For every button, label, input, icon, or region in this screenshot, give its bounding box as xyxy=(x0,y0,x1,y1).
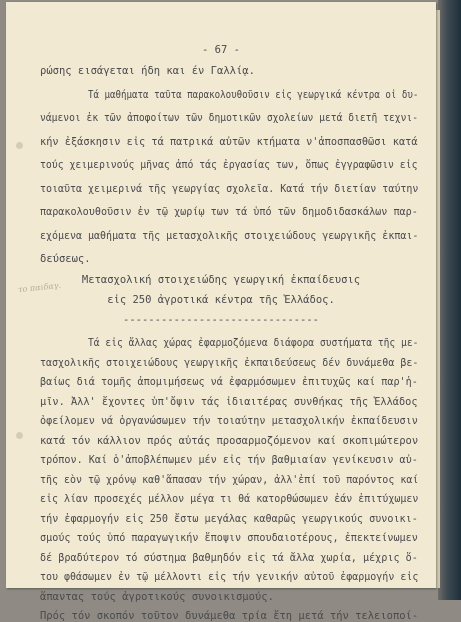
text-line: τοιαῦτα χειμερινά τῆς γεωργίας σχολεῖα. Κατά τήν διετίαν ταύτην xyxy=(40,182,419,195)
background-binder-edge xyxy=(438,0,461,600)
text-line: Τά μαθήματα ταῦτα παρακολουθοῦσιν εἰς γεωργικά κέντρα οἱ δυ- xyxy=(88,88,419,101)
section-heading: εἰς 250 ἀγροτικά κέντρα τῆς Ἑλλάδος. xyxy=(107,294,335,306)
heading-underline: ------------------------------- xyxy=(123,314,319,326)
text-line: του φθάσωμεν ἐν τῷ μέλλοντι εἰς τήν γενικήν αὐτοῦ ἐφαρμογήν εἰς xyxy=(40,571,419,583)
page-number: - 67 - xyxy=(202,44,240,56)
document-page xyxy=(6,2,436,622)
punch-hole-mark xyxy=(16,142,23,149)
text-line: δεύσεως. xyxy=(40,253,91,265)
text-line: Πρός τόν σκοπόν τοῦτον δυνάμεθα τρία ἔτη μετά τήν τελειοποί- xyxy=(40,610,419,622)
text-line: κατά τόν κάλλιον πρός αὐτάς προσαρμοζόμενον καί σκοπιμώτερον xyxy=(40,435,419,447)
text-line: τρόπον. Καί ὁ'ἀποβλέπωμεν μέν εἰς τήν βαθμιαίαν γενίκευσιν αὐ- xyxy=(40,454,418,466)
text-line: τούς χειμερινούς μῆνας ἀπό τάς ἐργασίας των, ὅπως ἐγγραφῶσιν εἰς xyxy=(40,159,418,171)
text-line: εἰς λίαν προσεχές μέλλον μέγα τι θά κατορθώσωμεν ἐάν ἐπιτύχωμεν xyxy=(40,493,419,505)
text-line: κήν ἐξάσκησιν εἰς τά πατρικά αὐτῶν κτήματα ν'ἀποσπασθῶσι κατά xyxy=(40,135,418,148)
text-line: ἅπαντας τούς ἀγροτικούς συνοικισμούς. xyxy=(40,591,274,603)
text-line: ὀφείλομεν νά ὀργανώσωμεν τήν τοιαύτην μετασχολικήν ἐκπαίδευσιν xyxy=(40,415,418,427)
text-line: μῖν. Ἀλλ' ἔχοντες ὑπ'ὄψιν τάς ἰδιαιτέρας συνθήκας τῆς Ἑλλάδος xyxy=(40,396,418,408)
text-line: παρακολουθοῦσιν ἐν τῷ χωρίῳ των τά ὑπό τῶν δημοδιδασκάλων παρ- xyxy=(40,206,418,218)
text-line: νάμενοι ἐκ τῶν ἀποφοίτων τῶν δημοτικῶν σχολείων μετά διετῆ τεχνι- xyxy=(40,112,419,124)
text-line: τήν ἐφαρμογήν εἰς 250 ἔστω μεγάλας καθαρῶς γεωργικούς συνοικι- xyxy=(40,513,418,525)
text-line: τῆς εὸν τῷ χρόνῳ καθ'ἅπασαν τήν χώραν, ἀλλ'ἐπί τοῦ παρόντος καί xyxy=(40,474,419,486)
text-line: ρώσης εισάγεται ήδη και έν Γαλλίᾳ. xyxy=(40,65,255,77)
punch-hole-mark xyxy=(16,432,23,439)
text-line: βαίως διά τομῆς ἀπομιμήσεως νά ἐφαρμόσωμεν ἐπιτυχῶς καί παρ'ἡ- xyxy=(40,376,418,388)
text-line: τασχολικῆς στοιχειώδους γεωργικῆς ἐκπαιδεύσεως δέν δυνάμεθα βε- xyxy=(40,357,419,369)
section-heading: Μετασχολική στοιχειώδης γεωργική ἐκπαίδευσις xyxy=(81,274,361,286)
margin-note: το παιδαγ. xyxy=(17,280,62,295)
text-line: εχόμενα μαθήματα τῆς μετασχολικῆς στοιχειώδους γεωργικῆς ἐκπαι- xyxy=(40,229,419,242)
text-line: Τά εἰς ἄλλας χώρας ἐφαρμοζόμενα διάφορα συστήματα τῆς με- xyxy=(88,337,419,349)
text-line: σμούς τούς ὑπό παραγωγικήν ἔποψιν σπουδαιοτέρους, ἐπεκτείνωμεν xyxy=(40,532,418,544)
text-line: δέ βραδύτερον τό σύστημα βαθμηδόν εἰς τά ἄλλα χωρία, μέχρις ὅ- xyxy=(40,552,418,564)
